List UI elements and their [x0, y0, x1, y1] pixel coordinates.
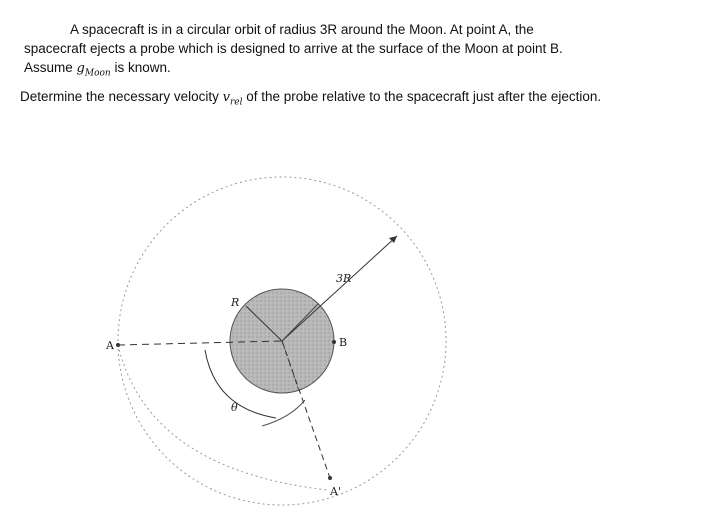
question-prefix: Determine the necessary velocity — [20, 89, 223, 104]
problem-line-2: spacecraft ejects a probe which is designed to arrive at the surface of the Moon at point B. — [24, 41, 563, 56]
v-subscript: rel — [229, 97, 243, 108]
problem-line-3-prefix: Assume — [24, 60, 77, 75]
point-b-marker — [332, 340, 336, 344]
label-orbit-radius: 3R — [336, 272, 352, 285]
problem-line-3-suffix: is known. — [110, 60, 171, 75]
secondary-angle-arc — [262, 400, 305, 426]
question-suffix: of the probe relative to the spacecraft just after the ejection. — [242, 89, 602, 104]
point-a-marker — [116, 343, 120, 347]
problem-line-1: A spacecraft is in a circular orbit of radius 3R around the Moon. At point A, the — [70, 22, 534, 37]
orbit-radius-arrow — [282, 236, 397, 341]
label-angle-theta: θ — [231, 401, 238, 414]
g-subscript: Moon — [84, 68, 111, 79]
label-point-a-prime: A' — [330, 485, 341, 498]
label-point-a: A — [106, 339, 114, 352]
point-a-prime-marker — [328, 476, 332, 480]
g-symbol: g — [76, 61, 85, 76]
label-point-b: B — [339, 336, 348, 349]
v-symbol: v — [222, 90, 230, 105]
label-moon-radius: R — [231, 296, 240, 309]
